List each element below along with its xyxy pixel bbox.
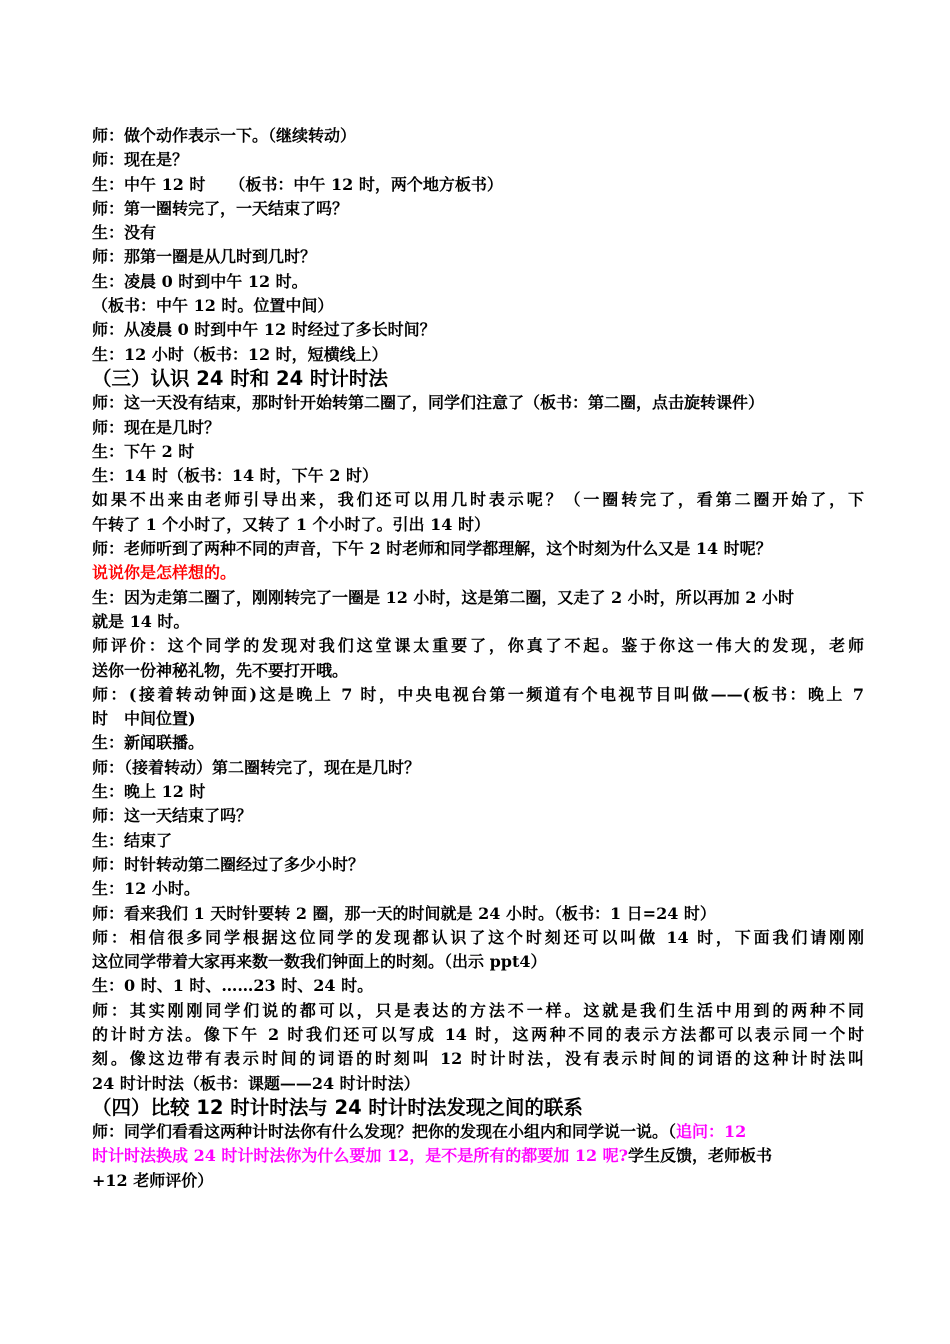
dialogue-line [92,1120,864,1144]
dialogue-line: +12 老师评价） [92,1170,214,1190]
dialogue-line: 这位同学带着大家再来数一数我们钟面上的时刻。（出示 ppt4） [92,952,547,972]
dialogue-line: 时 中间位置) [92,709,196,729]
dialogue-line: 师：第一圈转完了，一天结束了吗？ [92,198,349,218]
dialogue-line: 生：因为走第二圈了，刚刚转完了一圈是 12 小时，这是第二圈，又走了 2 小时，所以再加 2 小时 [92,587,794,607]
dialogue-line: 生：12 小时。 [92,879,200,899]
dialogue-line: 的计时方法。像下午 2 时我们还可以写成 14 时，这两种不同的表示方法都可以表示同一个时 [92,1024,864,1044]
dialogue-line: 师：这一天没有结束，那时针开始转第二圈了，同学们注意了（板书：第二圈，点击旋转课件） [92,393,765,413]
follow-up-question: 时计时法换成 24 时计时法你为什么要加 12，是不是所有的都要加 12 呢? [92,1146,629,1166]
dialogue-line [92,1144,864,1168]
dialogue-line: 师：做个动作表示一下。（继续转动） [92,126,357,145]
dialogue-line: 师：(接着转动钟面)这是晚上 7 时，中央电视台第一频道有个电视节目叫做——(板书：晚上 7 [92,684,864,704]
dialogue-text: 师：同学们看看这两种计时法你有什么发现？把你的发现在小组内和同学说一说。（ [92,1122,677,1142]
dialogue-line: 师：（接着转动）第二圈转完了，现在是几时？ [92,757,421,777]
follow-up-question: 追问：12 [676,1122,747,1142]
dialogue-line: 师：现在是？ [92,150,189,170]
dialogue-line: 生：14 时（板书：14 时，下午 2 时） [92,466,378,486]
dialogue-line: 生：新闻联播。 [92,733,205,753]
dialogue-line: 师：时针转动第二圈经过了多少小时？ [92,854,365,874]
dialogue-line: 师评价：这个同学的发现对我们这堂课太重要了，你真了不起。鉴于你这一伟大的发现，老师 [92,636,864,656]
dialogue-line: 送你一份神秘礼物，先不要打开哦。 [92,660,349,680]
dialogue-line: 就是 14 时。 [92,611,190,631]
dialogue-line: 师：这一天结束了吗？ [92,806,253,826]
dialogue-line: 师：老师听到了两种不同的声音，下午 2 时老师和同学都理解，这个时刻为什么又是 14 时呢？ [92,539,772,559]
dialogue-line: 生：12 小时（板书：12 时，短横线上） [92,344,388,364]
section-heading-3: （三）认识 24 时和 24 时计时法 [92,366,388,390]
document-page [92,124,864,1193]
board-note-line: （板书：中午 12 时。位置中间） [92,296,334,316]
dialogue-line: 师：相信很多同学根据这位同学的发现都认识了这个时刻还可以叫做 14 时，下面我们请刚刚 [92,927,864,947]
dialogue-line: 师：其实刚刚同学们说的都可以，只是表达的方法不一样。这就是我们生活中用到的两种不同 [92,1000,864,1020]
dialogue-line: 如果不出来由老师引导出来，我们还可以用几时表示呢？（一圈转完了，看第二圈开始了，下 [92,490,864,510]
dialogue-line: 生：没有 [92,223,157,243]
dialogue-text: 学生反馈，老师板书 [628,1146,773,1166]
dialogue-line: 生：0 时、1 时、……23 时、24 时。 [92,976,374,996]
dialogue-line: 生：结束了 [92,830,173,850]
dialogue-line: 生：中午 12 时 （板书：中午 12 时，两个地方板书） [92,174,503,194]
dialogue-line: 师：那第一圈是从几时到几时？ [92,247,317,267]
dialogue-line: 师：从凌晨 0 时到中午 12 时经过了多长时间？ [92,320,436,340]
emphasis-line-red: 说说你是怎样想的。 [92,563,237,583]
dialogue-line: 24 时计时法（板书：课题——24 时计时法） [92,1073,420,1093]
dialogue-line: 师：现在是几时？ [92,417,221,437]
section-heading-4: （四）比较 12 时计时法与 24 时计时法发现之间的联系 [92,1095,583,1119]
dialogue-line: 师：看来我们 1 天时针要转 2 圈，那一天的时间就是 24 小时。（板书：1 日=24 时） [92,903,716,923]
dialogue-line: 刻。像这边带有表示时间的词语的时刻叫 12 时计时法，没有表示时间的词语的这种计时法叫 [92,1049,864,1069]
dialogue-line: 生：凌晨 0 时到中午 12 时。 [92,271,308,291]
dialogue-line: 生：下午 2 时 [92,441,195,461]
dialogue-line: 生：晚上 12 时 [92,782,206,802]
dialogue-line: 午转了 1 个小时了，又转了 1 个小时了。引出 14 时） [92,514,490,534]
